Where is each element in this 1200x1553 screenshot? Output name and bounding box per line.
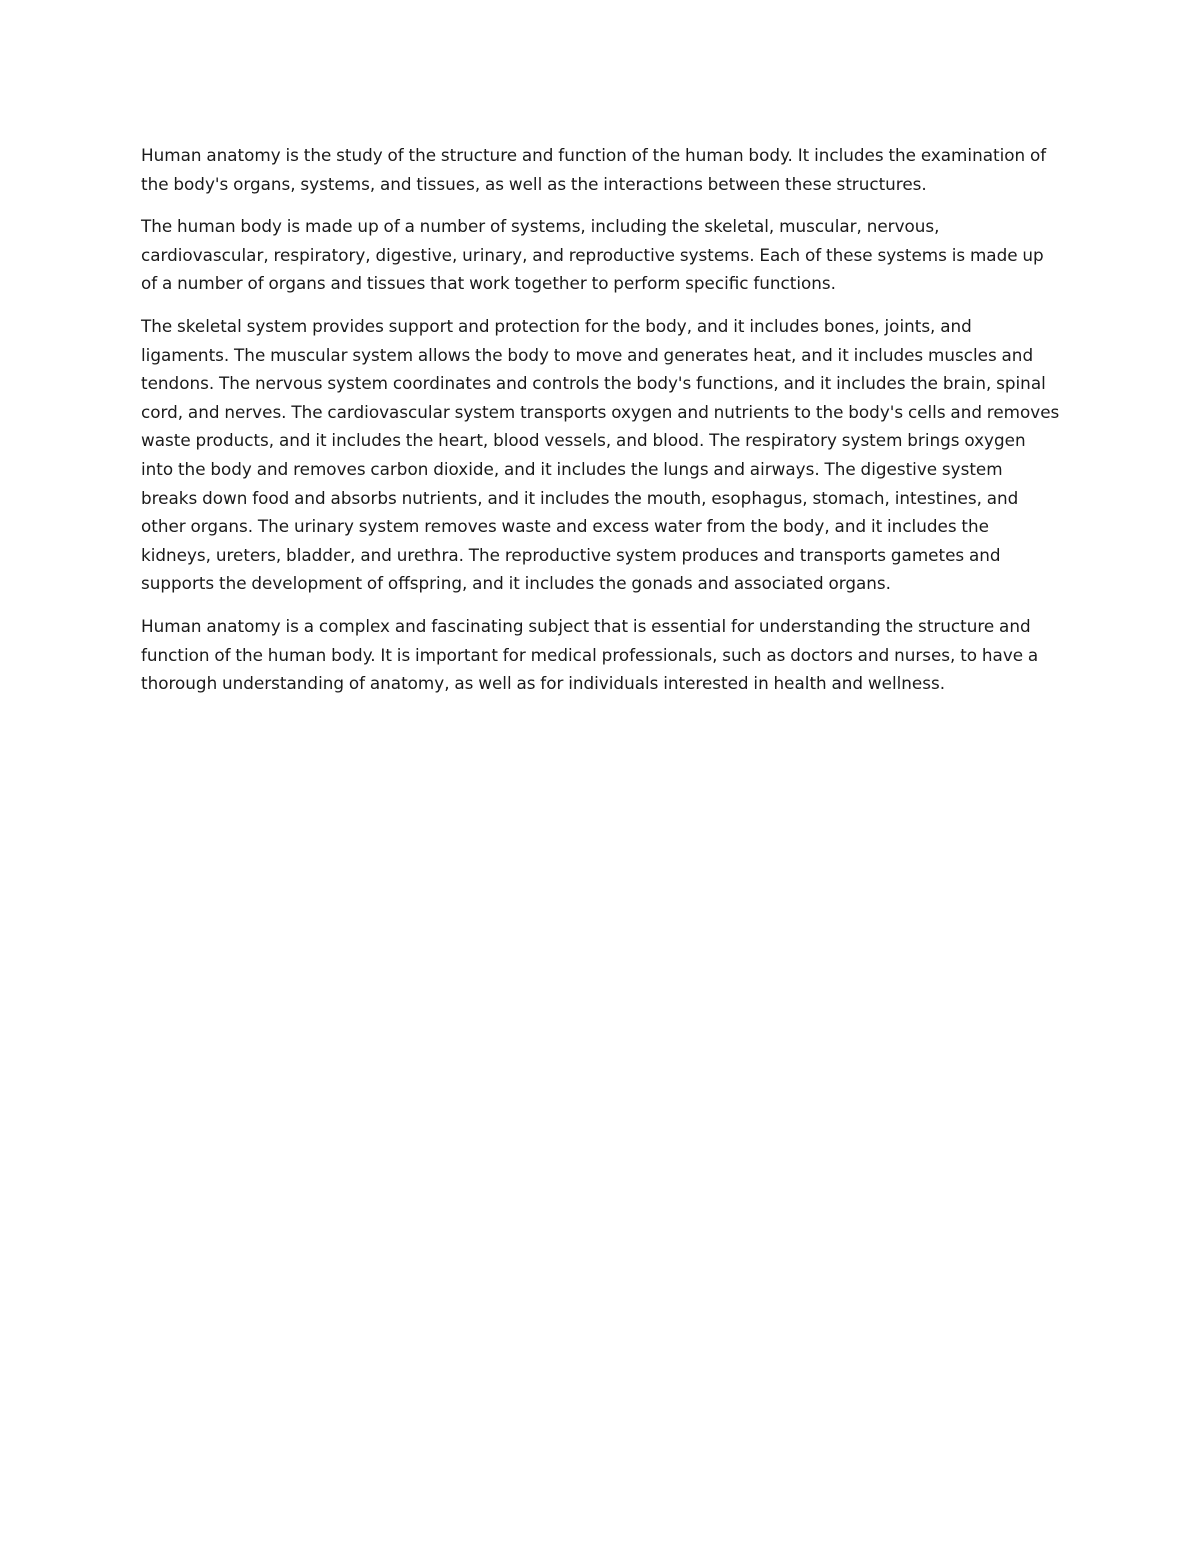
paragraph-systems-detail: The skeletal system provides support and protection for the body, and it includes bones, joints, and ligaments. The muscular system allows the body to move and generates heat, and it includes muscles and tendons. The nervous system coordinates and controls the body's functions, and it includes the brain, spinal cord, and nerves. The cardiovascular system transports oxygen and nutrients to the body's cells and removes waste products, and it includes the heart, blood vessels, and blood. The respiratory system brings oxygen into the body and removes carbon dioxide, and it includes the lungs and airways. The digestive system breaks down food and absorbs nutrients, and it includes the mouth, esophagus, stomach, intestines, and other organs. The urinary system removes waste and excess water from the body, and it includes the kidneys, ureters, bladder, and urethra. The reproductive system produces and transports gametes and supports the development of offspring, and it includes the gonads and associated organs.: [141, 315, 1060, 594]
paragraph-intro: Human anatomy is the study of the structure and function of the human body. It includes the examination of the body's organs, systems, and tissues, as well as the interactions between these structures.: [141, 145, 1047, 194]
paragraph-conclusion: Human anatomy is a complex and fascinating subject that is essential for understanding the structure and function of the human body. It is important for medical professionals, such as doctors and nurses, to have a thorough understanding of anatomy, as well as for individuals interested in health and wellness.: [141, 615, 1039, 694]
paragraph-systems-overview: The human body is made up of a number of systems, including the skeletal, muscular, nervous, cardiovascular, respiratory, digestive, urinary, and reproductive systems. Each of these systems is made up of a number of organs and tissues that work together to perform specific functions.: [141, 216, 1044, 294]
document-body: [141, 141, 1060, 698]
